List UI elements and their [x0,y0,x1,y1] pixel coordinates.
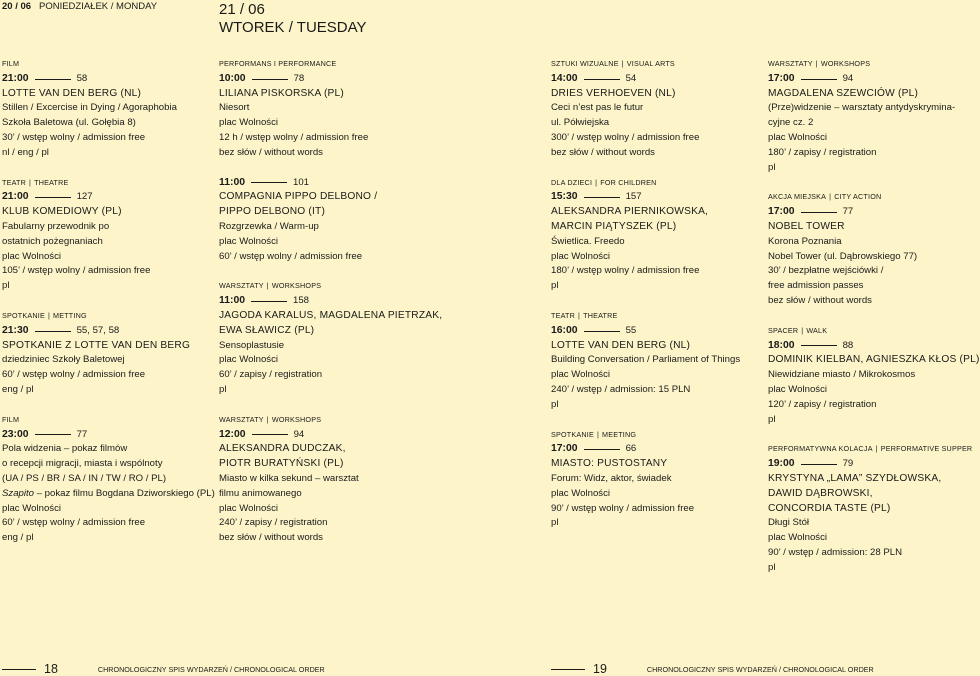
event-title: MIASTO: PUSTOSTANY [551,458,668,470]
category-label: SPOTKANIE [2,310,45,320]
event-detail: plac Wolności [551,487,611,499]
event-time-line [768,457,958,472]
event-detail: Szkoła Baletowa (ul. Gołębia 8) [2,117,136,129]
event-detail: Sensoplastusie [219,339,285,351]
event-detail: Świetlica. Freedo [551,235,625,247]
event-entry [768,190,958,308]
column-2 [219,57,539,561]
day-name: WTOREK / TUESDAY [219,19,367,36]
event-detail: plac Wolności [551,369,611,381]
event-category [219,413,539,428]
event-detail: 300’ / wstęp wolny / admission free [551,131,700,143]
event-time-line [219,72,539,87]
event-entry [219,413,539,546]
event-detail: pl [551,517,559,529]
event-entry [219,176,539,265]
event-entry [768,57,958,175]
time-dash [35,79,71,80]
event-entry [768,324,980,428]
event-time: 14:00 [551,72,578,84]
event-category [2,176,207,191]
event-time: 12:00 [219,428,246,440]
category-label: METTING [53,310,87,320]
event-detail: Miasto w kilka sekund – warsztat [219,472,359,484]
event-time-line [2,72,207,87]
event-time: 21:00 [2,191,29,203]
event-time: 19:00 [768,458,795,470]
event-time: 11:00 [219,176,246,188]
event-detail: cyjne cz. 2 [768,117,814,129]
column-1 [2,57,215,561]
event-detail [2,487,215,502]
event-title: LOTTE VAN DEN BERG (NL) [2,87,142,99]
page-reference: 77 [842,206,854,218]
film-title: Szapito [2,487,34,499]
event-category [219,57,539,72]
event-title: ALEKSANDRA PIERNIKOWSKA, [551,206,709,218]
event-category [219,279,539,294]
page-reference: 54 [625,72,637,84]
category-label: FILM [2,59,20,68]
event-detail: pl [768,161,776,173]
event-time-line [551,442,756,457]
event-detail: plac Wolności [219,354,279,366]
category-label: WARSZTATY [219,281,264,291]
time-dash [251,301,287,302]
event-entry [219,279,539,397]
event-detail: Building Conversation / Parliament of Things [551,354,741,366]
event-detail: bez słów / without words [219,532,323,544]
event-detail: pl [768,561,776,573]
category-separator: | [801,325,804,335]
category-separator: | [595,177,598,187]
event-title: PIPPO DELBONO (IT) [219,206,326,218]
event-detail: Rozgrzewka / Warm-up [219,220,319,232]
event-entry [551,57,756,161]
event-detail: Stillen / Excercise in Dying / Agoraphobia [2,102,177,114]
event-detail: Pola widzenia – pokaz filmów [2,443,128,455]
page-reference: 79 [842,458,854,470]
page-reference: 78 [293,72,305,84]
event-detail: plac Wolności [219,502,279,514]
event-detail: ostatnich pożegnaniach [2,235,103,247]
previous-day-name: PONIEDZIAŁEK / MONDAY [38,1,158,12]
event-category [551,428,756,443]
event-category [768,57,958,72]
column-4 [768,57,980,591]
event-time: 10:00 [219,72,246,84]
category-label: WORKSHOPS [820,59,871,68]
event-title: DAWID DĄBROWSKI, [768,487,873,499]
event-detail: 30’ / bezpłatne wejściówki / [768,265,884,277]
event-time: 21:00 [2,72,29,84]
event-title: DOMINIK KIELBAN, AGNIESZKA KŁOS (PL) [768,354,980,366]
event-detail: Niewidziane miasto / Mikrokosmos [768,369,916,381]
event-detail: Korona Poznania [768,235,842,247]
event-detail: 240’ / wstęp / admission: 15 PLN [551,383,691,395]
event-time: 17:00 [768,206,795,218]
event-detail: (Prze)widzenie – warsztaty antydyskrymina- [768,102,956,114]
footer-right [551,662,874,676]
event-detail: Niesort [219,102,250,114]
event-time-line [551,324,756,339]
event-time: 23:00 [2,428,29,440]
event-detail: bez słów / without words [768,294,872,306]
event-detail: plac Wolności [551,250,611,262]
page-reference: 127 [76,191,93,203]
event-detail: 240’ / zapisy / registration [219,517,328,529]
event-detail: 12 h / wstęp wolny / admission free [219,131,369,143]
page-reference: 66 [625,443,637,455]
event-title: LILIANA PISKORSKA (PL) [219,87,345,99]
film-description: – pokaz filmu Bogdana Dziworskiego (PL) [34,487,215,499]
previous-day-number: 20 / 06 [2,1,32,12]
event-time: 11:00 [219,295,246,307]
event-detail: 105’ / wstęp wolny / admission free [2,265,151,277]
page-reference: 55, 57, 58 [76,324,120,336]
time-dash [252,434,288,435]
category-separator: | [621,59,624,68]
event-detail: pl [768,413,776,425]
event-title: MAGDALENA SZEWCIÓW (PL) [768,87,919,99]
event-detail: filmu animowanego [219,487,302,499]
event-time-line [551,72,756,87]
category-label: WARSZTATY [219,414,264,424]
event-detail: 30’ / wstęp wolny / admission free [2,131,146,143]
event-category [2,309,207,324]
event-time: 21:30 [2,324,29,336]
column-3 [551,57,756,546]
event-detail: bez słów / without words [219,146,323,158]
event-detail: plac Wolności [219,117,279,129]
event-category [768,324,958,339]
event-detail: 60’ / wstęp wolny / admission free [219,250,363,262]
time-dash [801,345,837,346]
event-title: KRYSTYNA „LAMA” SZYDŁOWSKA, [768,472,942,484]
category-label: WALK [806,325,828,335]
event-entry [551,176,756,294]
category-label: PERFORMATYWNA KOLACJA [768,444,873,454]
time-dash [35,331,71,332]
event-detail: Fabularny przewodnik po [2,220,110,232]
event-detail: Ceci n’est pas le futur [551,102,644,114]
page-reference: 101 [293,176,310,188]
event-detail: o recepcji migracji, miasta i wspólnoty [2,458,163,470]
category-label: WORKSHOPS [271,281,322,291]
event-detail: 180’ / wstęp wolny / admission free [551,265,700,277]
footer-dash [551,669,585,670]
time-dash [801,79,837,80]
event-time-line [219,176,539,191]
event-category [2,57,207,72]
category-label: TEATR [551,310,576,320]
event-time: 16:00 [551,324,578,336]
category-separator: | [47,310,51,320]
page-number-right: 19 [593,662,607,676]
event-time-line [219,428,539,443]
page-reference: 55 [625,324,637,336]
category-label: VISUAL ARTS [626,59,675,68]
event-title: LOTTE VAN DEN BERG (NL) [551,339,691,351]
day-header [219,1,367,37]
event-title: PIOTR BURATYŃSKI (PL) [219,458,344,470]
page-number-left: 18 [44,662,58,676]
event-detail: 90’ / wstęp / admission: 28 PLN [768,546,903,558]
event-time-line [768,72,958,87]
event-detail: plac Wolności [768,131,828,143]
event-time-line [551,190,756,205]
category-label: THEATRE [583,310,618,320]
time-dash [251,182,287,183]
event-entry [551,428,756,532]
footer-left [2,662,325,676]
event-title: NOBEL TOWER [768,220,845,232]
event-detail: dziedziniec Szkoły Baletowej [2,354,125,366]
event-title: COMPAGNIA PIPPO DELBONO / [219,191,378,203]
event-detail: free admission passes [768,280,864,292]
event-detail: nl / eng / pl [2,146,49,158]
category-separator: | [29,177,32,187]
event-detail: pl [551,398,559,410]
time-dash [801,212,837,213]
category-label: DLA DZIECI [551,177,593,187]
event-time-line [2,324,207,339]
event-detail: plac Wolności [219,235,279,247]
event-title: SPOTKANIE Z LOTTE VAN DEN BERG [2,339,191,351]
category-label: SPOTKANIE [551,429,594,439]
event-category [551,176,756,191]
event-time: 18:00 [768,339,795,351]
time-dash [584,197,620,198]
event-time-line [2,190,207,205]
category-label: SPACER [768,325,799,335]
event-detail: plac Wolności [2,502,62,514]
event-entry [551,309,756,413]
category-separator: | [266,281,269,291]
footer-text-left: CHRONOLOGICZNY SPIS WYDARZEŃ / CHRONOLOGICAL ORDER [97,664,325,674]
event-detail: bez słów / without words [551,146,655,158]
event-detail: Forum: Widz, aktor, świadek [551,472,672,484]
category-label: TEATR [2,177,27,187]
event-time-line [768,339,958,354]
event-detail: Nobel Tower (ul. Dąbrowskiego 77) [768,250,918,262]
event-detail: pl [219,383,227,395]
page-reference: 94 [842,72,854,84]
event-time: 15:30 [551,191,578,203]
event-title: KLUB KOMEDIOWY (PL) [2,206,122,218]
previous-day-header [2,1,157,12]
event-detail: pl [2,280,10,292]
event-detail: 60’ / zapisy / registration [219,369,323,381]
category-label: PERFORMATIVE SUPPER [880,444,973,454]
event-entry [219,57,539,161]
page-reference: 157 [625,191,642,203]
footer-dash [2,669,36,670]
page-reference: 88 [842,339,854,351]
category-label: PERFORMANS I PERFORMANCE [219,59,337,68]
event-entry [768,442,973,575]
category-label: FILM [2,414,20,424]
day-number: 21 / 06 [219,1,265,18]
event-detail: plac Wolności [768,383,828,395]
event-entry [2,309,207,398]
event-detail: eng / pl [2,532,34,544]
page-reference: 158 [293,295,310,307]
category-label: WORKSHOPS [271,414,322,424]
event-category [768,442,973,457]
event-category [2,413,207,428]
event-detail: 60’ / wstęp wolny / admission free [2,517,146,529]
event-detail: Długi Stół [768,517,810,529]
event-title: CONCORDIA TASTE (PL) [768,502,891,514]
category-label: WARSZTATY [768,59,813,68]
event-detail: plac Wolności [768,532,828,544]
event-title: JAGODA KARALUS, MAGDALENA PIETRZAK, [219,309,443,321]
category-label: AKCJA MIEJSKA [768,192,827,202]
category-label: FOR CHILDREN [600,177,657,187]
category-separator: | [596,429,600,439]
event-title: EWA SŁAWICZ (PL) [219,324,315,336]
event-detail: 90’ / wstęp wolny / admission free [551,502,695,514]
time-dash [584,79,620,80]
event-entry [2,57,207,161]
footer-text-right: CHRONOLOGICZNY SPIS WYDARZEŃ / CHRONOLOGICAL ORDER [646,664,874,674]
time-dash [35,434,71,435]
event-entry [2,176,207,294]
event-detail: (UA / PS / BR / SA / IN / TW / RO / PL) [2,472,167,484]
event-title: DRIES VERHOEVEN (NL) [551,87,676,99]
time-dash [584,331,620,332]
page-reference: 77 [76,428,88,440]
event-category [768,190,958,205]
event-title: MARCIN PIĄTYSZEK (PL) [551,220,677,232]
event-category [551,57,756,72]
category-separator: | [266,414,269,424]
page-reference: 94 [293,428,305,440]
event-time: 17:00 [768,72,795,84]
category-separator: | [829,192,832,202]
event-detail: plac Wolności [2,250,62,262]
category-label: MEETING [602,429,637,439]
category-label: CITY ACTION [834,192,882,202]
page-reference: 58 [76,72,88,84]
category-separator: | [815,59,818,68]
event-detail: eng / pl [2,383,34,395]
event-time: 17:00 [551,443,578,455]
event-detail: pl [551,280,559,292]
event-detail: ul. Półwiejska [551,117,610,129]
event-title: ALEKSANDRA DUDCZAK, [219,443,346,455]
category-separator: | [875,444,878,454]
time-dash [252,79,288,80]
event-time-line [768,205,958,220]
category-label: SZTUKI WIZUALNE [551,59,619,68]
category-label: THEATRE [34,177,69,187]
time-dash [584,449,620,450]
time-dash [35,197,71,198]
event-detail: 120’ / zapisy / registration [768,398,877,410]
time-dash [801,464,837,465]
event-detail: 60’ / wstęp wolny / admission free [2,369,146,381]
event-entry [2,413,215,546]
event-category [551,309,756,324]
event-detail: 180’ / zapisy / registration [768,146,877,158]
category-separator: | [578,310,581,320]
event-time-line [2,428,207,443]
event-time-line [219,294,539,309]
